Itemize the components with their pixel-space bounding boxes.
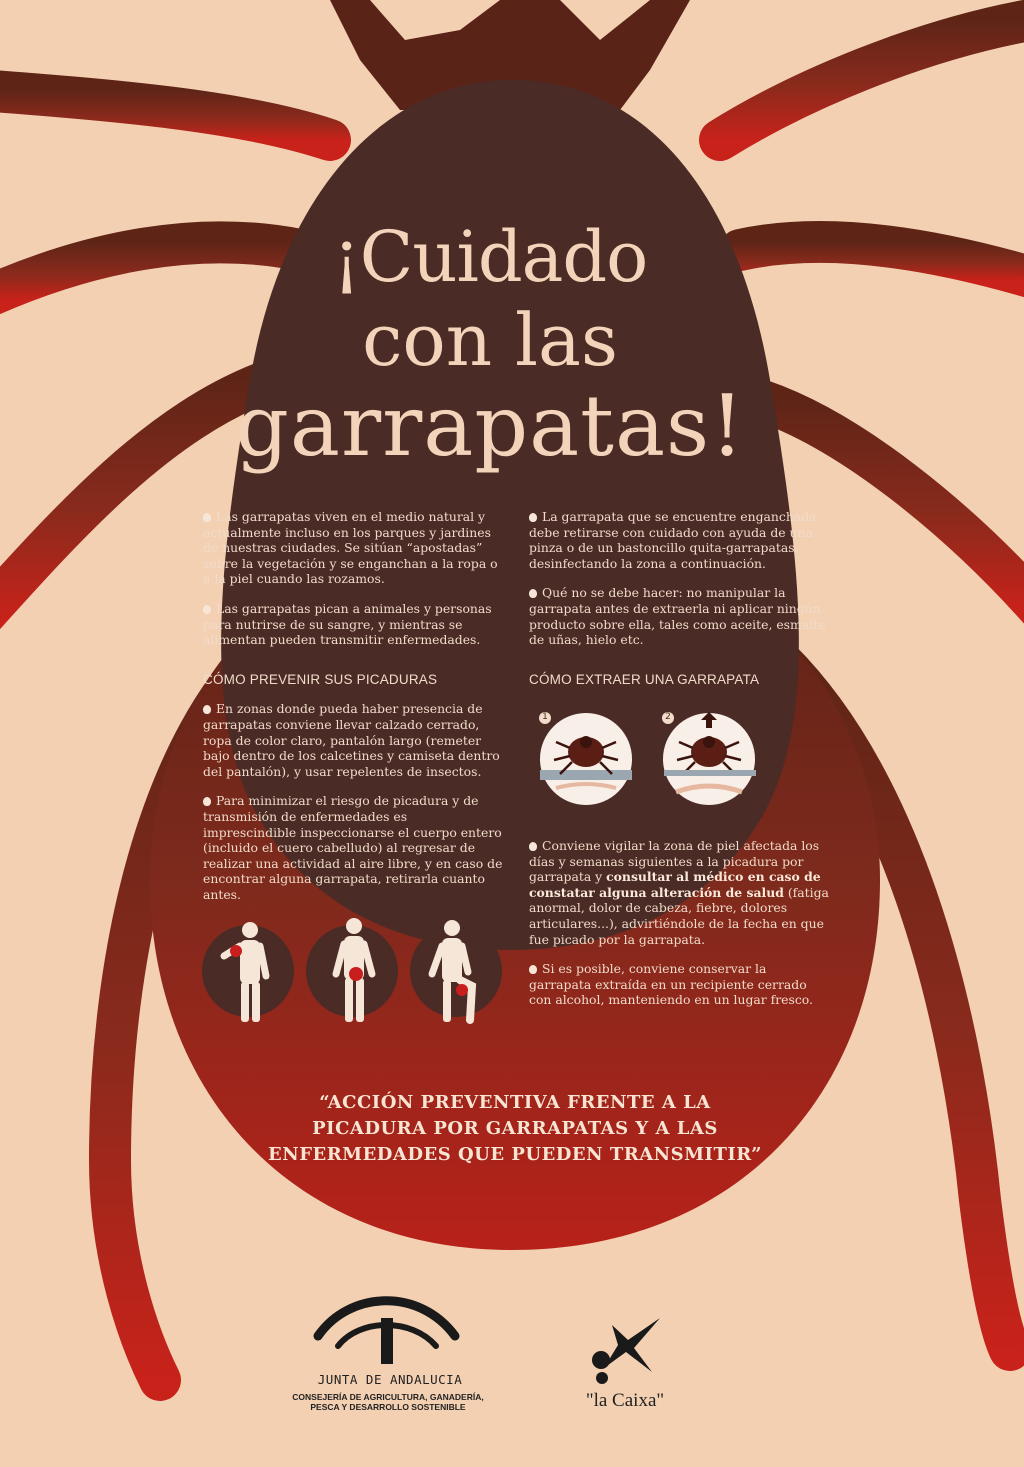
right-paragraph-1: La garrapata que se encuentre enganchada debe retirarse con cuidado con ayuda de una pinza o de un bastoncillo quita-garrapatas, desinfectando la zona a continuación.: [529, 509, 817, 571]
title-line-2: con las: [362, 298, 618, 382]
left-paragraph-3: En zonas donde pueda haber presencia de garrapatas conviene llevar calzado cerrado, ropa de color claro, pantalón largo (remeter bajo dentro de los calcetines y camiseta dentro del pantalón), y usar repelentes de insectos.: [203, 701, 500, 779]
junta-department: CONSEJERÍA DE AGRICULTURA, GANADERÍA, PESCA Y DESARROLLO SOSTENIBLE: [292, 1392, 484, 1412]
prevent-heading: CÓMO PREVENIR SUS PICADURAS: [203, 671, 438, 687]
left-column: [203, 509, 503, 916]
bullet-icon: [529, 513, 537, 522]
lacaixa-name: "la Caixa": [585, 1390, 665, 1411]
campaign-quote: “ACCIÓN PREVENTIVA FRENTE A LA PICADURA POR GARRAPATAS Y A LAS ENFERMEDADES QUE PUEDEN TRANSMITIR”: [268, 1092, 762, 1165]
right-column-lower: [529, 838, 829, 1022]
bullet-icon: [529, 589, 537, 598]
consult-doctor-text: consultar al médico en caso de constatar alguna alteración de salud: [529, 869, 821, 900]
left-paragraph-4: Para minimizar el riesgo de picadura y de transmisión de enfermedades es imprescindible inspeccionarse el cuerpo entero (incluido el cuero cabelludo) al regresar de realizar una actividad al aire libre, y en caso de encontrar alguna garrapata, retirarla cuanto antes.: [203, 793, 503, 902]
bullet-icon: [529, 842, 537, 851]
junta-name: JUNTA DE ANDALUCIA: [317, 1372, 463, 1387]
right-paragraph-2: Qué no se debe hacer: no manipular la garrapata antes de extraerla ni aplicar ningún producto sobre ella, tales como aceite, esmalte de uñas, hielo etc.: [529, 585, 826, 648]
right-paragraph-4: Si es posible, conviene conservar la garrapata extraída en un recipiente cerrado con alcohol, manteniendo en un lugar fresco.: [529, 961, 813, 1008]
left-paragraph-2: Las garrapatas pican a animales y personas para nutrirse de su sangre, y mientras se alimentan pueden transmitir enfermedades.: [203, 600, 492, 648]
title-line-1: ¡Cuidado: [332, 216, 648, 298]
extract-heading: CÓMO EXTRAER UNA GARRAPATA: [529, 671, 760, 687]
title-line-3: garrapatas!: [235, 377, 745, 475]
bullet-icon: [529, 965, 537, 974]
bullet-icon: [203, 705, 211, 714]
right-paragraph-3: Conviene vigilar la zona de piel afectada los días y semanas siguientes a la picadura por garrapata y consultar al médico en caso de constatar alguna alteración de salud (fatiga anormal, dolor de cabeza, fiebre, dolores articulares...), advirtiéndole de la fecha en que fue picado por la garrapata.: [529, 838, 829, 947]
bullet-icon: [203, 513, 211, 522]
left-paragraph-1: Las garrapatas viven en el medio natural y actualmente incluso en los parques y jardines de nuestras ciudades. Se sitúan “apostadas” sobre la vegetación y se enganchan a la ropa o a la piel cuando las rozamos.: [203, 509, 498, 587]
step-number-1: 1: [542, 712, 548, 722]
right-column: [529, 509, 829, 701]
bullet-icon: [203, 797, 211, 806]
step-number-2: 2: [665, 712, 671, 722]
bullet-icon: [203, 605, 211, 614]
